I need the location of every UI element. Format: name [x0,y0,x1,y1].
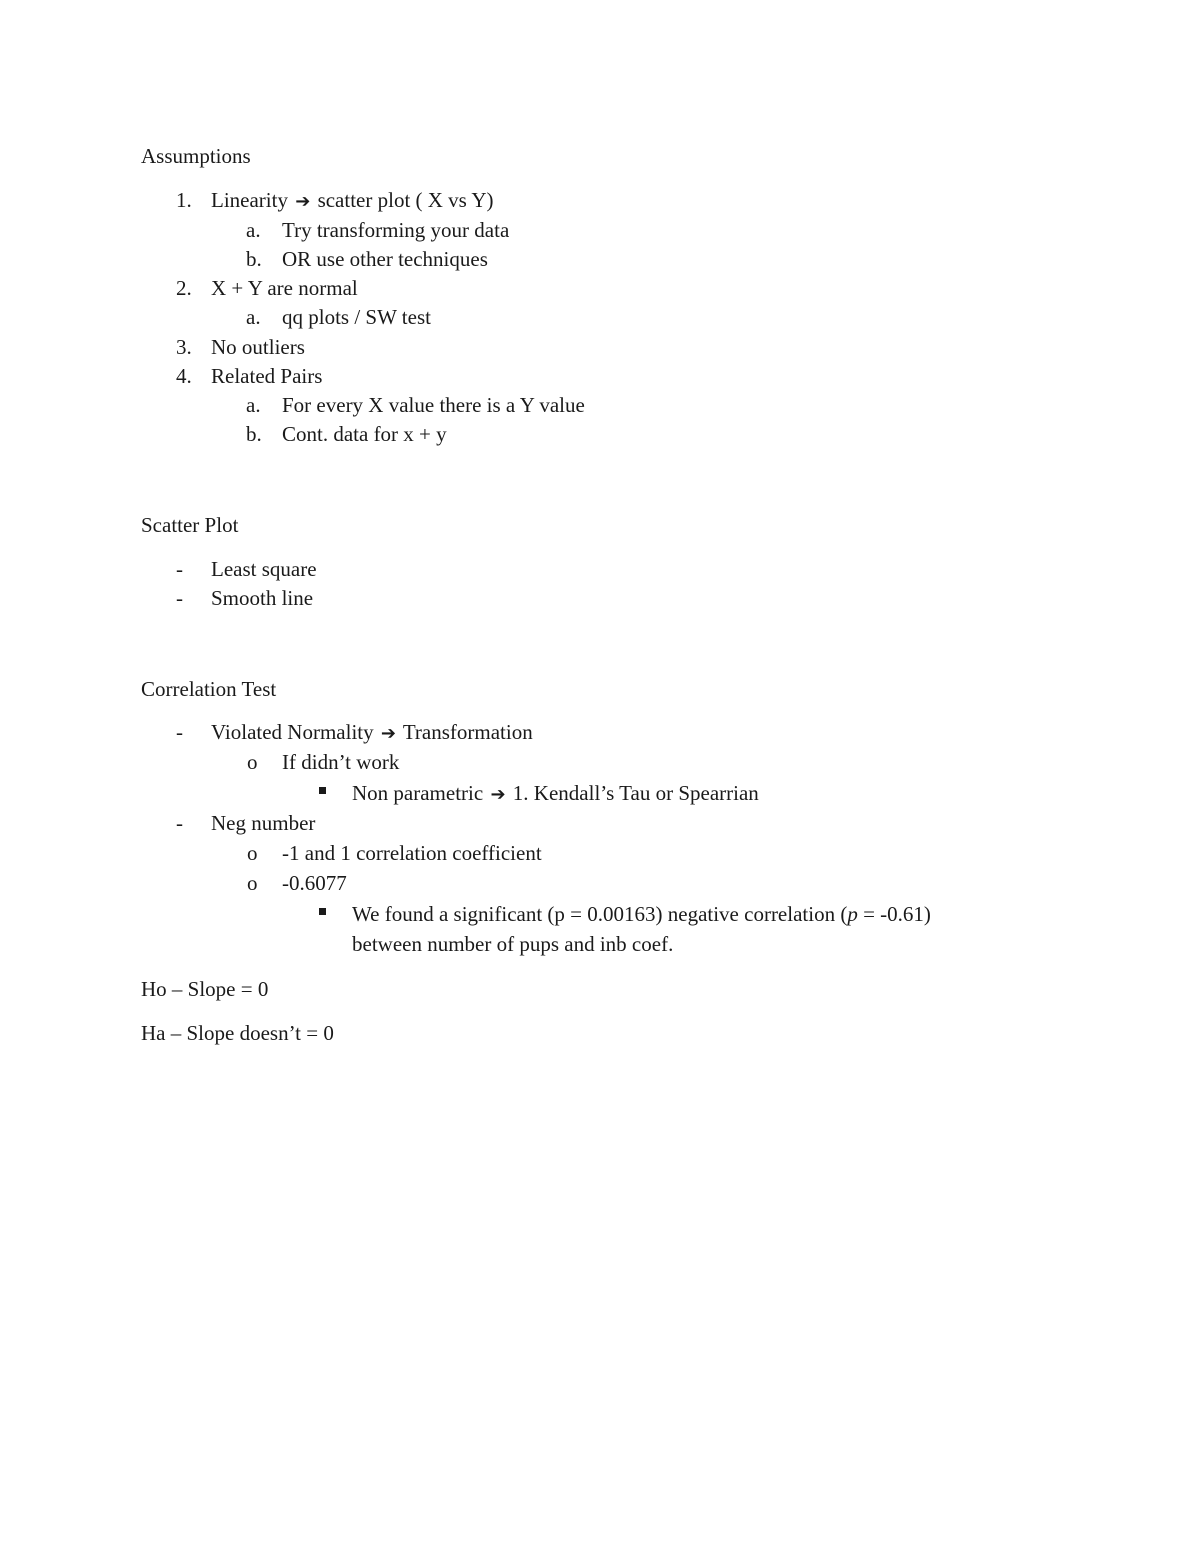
correlation-heading: Correlation Test [141,677,277,701]
circle-bullet: o [247,750,258,774]
list-item-text: Non parametric [352,781,484,805]
list-item: -0.6077 [282,871,347,895]
list-item: X + Y are normal [211,276,358,300]
circle-bullet: o [247,871,258,895]
list-item: -1 and 1 correlation coefficient [282,841,542,865]
list-item: Related Pairs [211,364,323,388]
list-item: No outliers [211,335,305,359]
list-letter: a. [246,218,261,242]
list-item-text: Transformation [402,720,533,744]
alt-hypothesis: Ha – Slope doesn’t = 0 [141,1021,334,1045]
list-item-text: Linearity [211,188,288,212]
list-letter: a. [246,393,261,417]
rho-symbol: p [847,902,858,926]
right-arrow-icon: ➔ [380,723,396,744]
list-item: For every X value there is a Y value [282,393,585,417]
list-item-text: Violated Normality [211,720,374,744]
square-bullet-icon [319,787,326,794]
scatter-heading: Scatter Plot [141,513,239,537]
list-item: Try transforming your data [282,218,510,242]
list-number: 1. [176,188,192,212]
list-item-text: scatter plot ( X vs Y) [317,188,494,212]
list-item: If didn’t work [282,750,400,774]
null-hypothesis: Ho – Slope = 0 [141,977,269,1001]
dash-bullet: - [176,586,183,610]
list-letter: b. [246,247,262,271]
dash-bullet: - [176,720,183,744]
list-letter: b. [246,422,262,446]
list-item: Smooth line [211,586,314,610]
finding-part2: = -0.61) [857,902,931,926]
circle-bullet: o [247,841,258,865]
finding-text [352,902,931,926]
list-letter: a. [246,305,261,329]
dash-bullet: - [176,811,183,835]
list-number: 4. [176,364,192,388]
right-arrow-icon: ➔ [490,784,506,805]
list-item: qq plots / SW test [282,305,431,329]
list-item: Least square [211,557,317,581]
list-item [352,781,759,807]
square-bullet-icon [319,908,326,915]
list-item-text: 1. Kendall’s Tau or Spearrian [512,781,759,805]
assumptions-heading: Assumptions [141,144,251,168]
right-arrow-icon: ➔ [295,191,311,212]
list-item: Neg number [211,811,316,835]
list-number: 2. [176,276,192,300]
finding-part1: We found a significant (p = 0.00163) negative correlation ( [352,902,848,926]
list-item: Cont. data for x + y [282,422,447,446]
list-number: 3. [176,335,192,359]
dash-bullet: - [176,557,183,581]
list-item: OR use other techniques [282,247,488,271]
list-item [211,720,533,746]
finding-text-line2: between number of pups and inb coef. [352,932,674,956]
list-item [211,188,494,214]
